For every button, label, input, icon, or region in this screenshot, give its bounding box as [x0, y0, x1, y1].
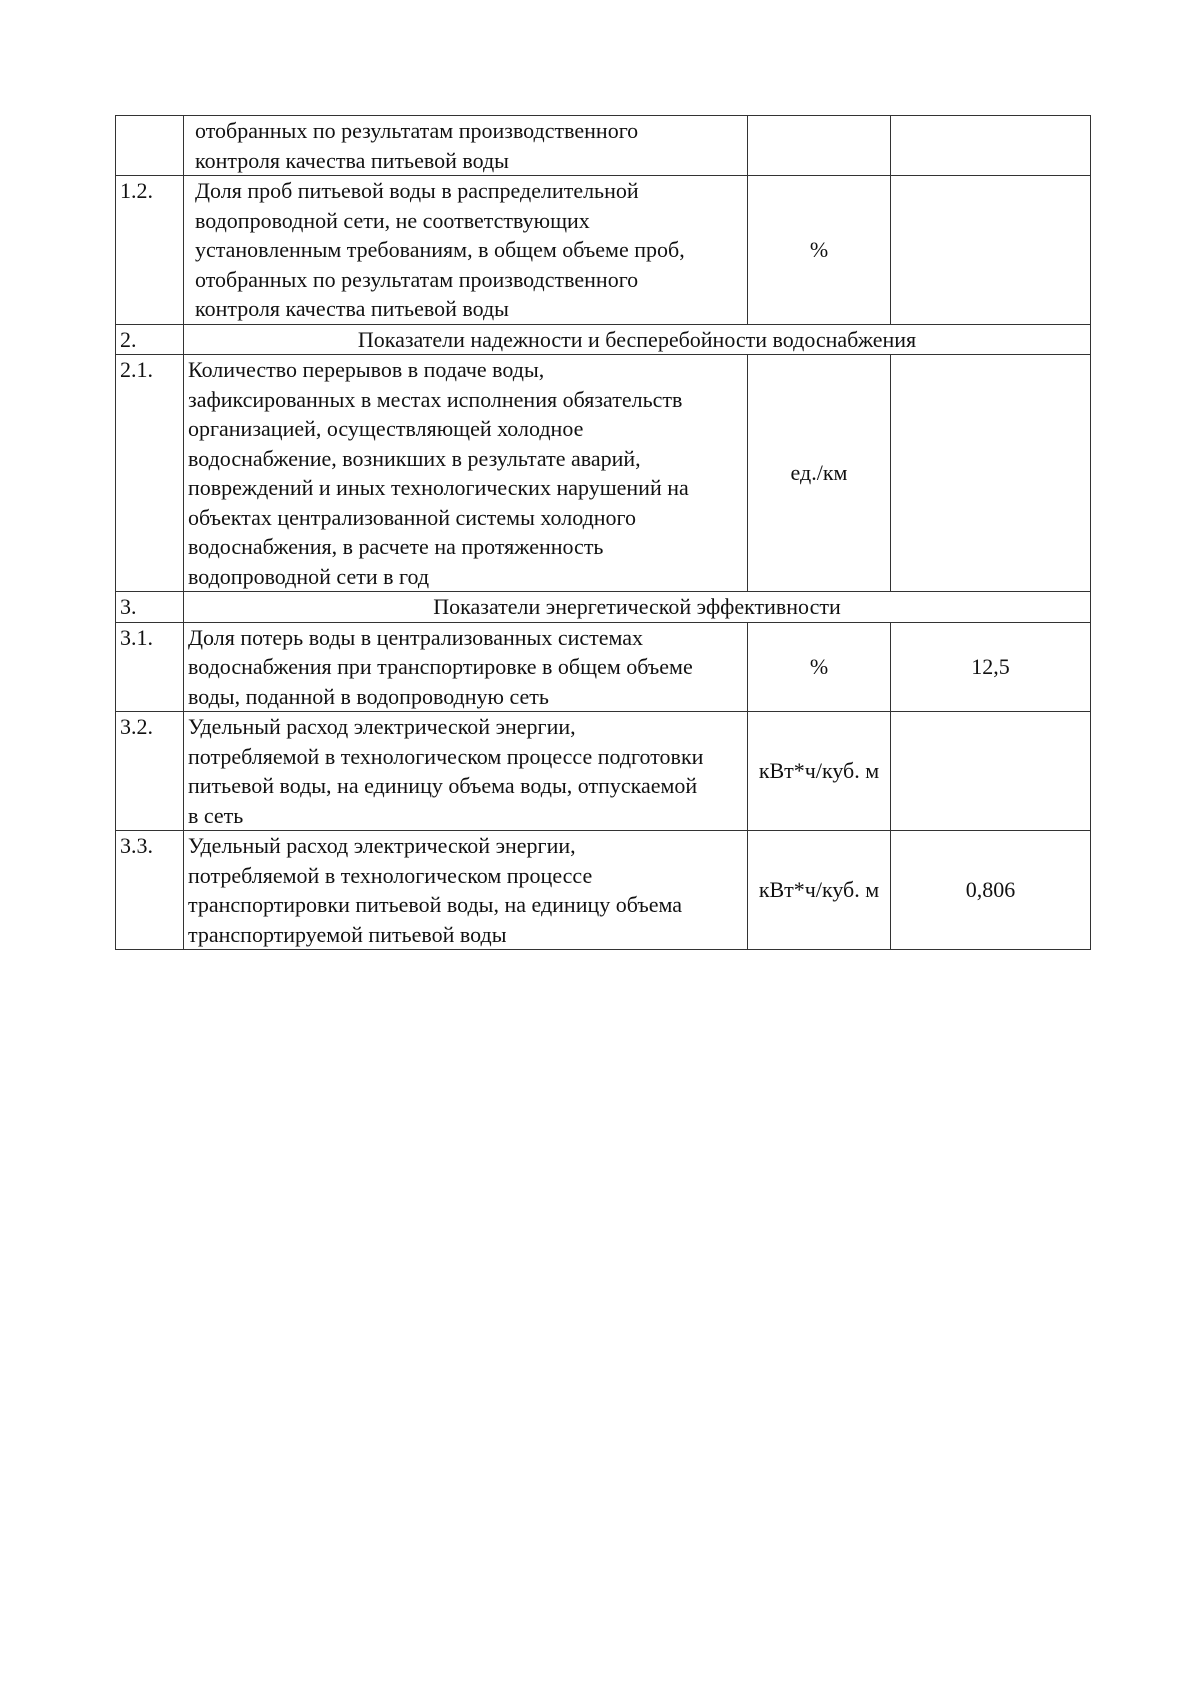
- unit-cell: %: [748, 622, 891, 712]
- indicators-table: [115, 115, 1091, 950]
- indicator-name-line: Удельный расход электрической энергии,: [188, 833, 576, 858]
- indicator-name-line: водоснабжения, в расчете на протяженность: [188, 534, 604, 559]
- indicator-name-line: контроля качества питьевой воды: [195, 296, 509, 321]
- unit-cell: кВт*ч/куб. м: [748, 712, 891, 831]
- value-cell: [891, 116, 1091, 176]
- table-row: [116, 355, 1091, 592]
- row-number: 3.: [116, 592, 184, 623]
- section-row: [116, 324, 1091, 355]
- unit-cell: %: [748, 176, 891, 325]
- indicator-name-line: воды, поданной в водопроводную сеть: [188, 683, 549, 709]
- section-title: Показатели энергетической эффективности: [184, 592, 1091, 623]
- indicator-name-line: контроля качества питьевой воды: [195, 147, 509, 173]
- indicator-name-line: зафиксированных в местах исполнения обязательств: [188, 386, 683, 412]
- value-cell: [891, 712, 1091, 831]
- indicator-name-line: повреждений и иных технологических нарушений на: [188, 475, 689, 500]
- section-title: Показатели надежности и бесперебойности водоснабжения: [184, 324, 1091, 355]
- indicator-name-line: потребляемой в технологическом процессе подготовки: [188, 743, 704, 769]
- value-cell: 0,806: [891, 831, 1091, 950]
- indicator-name: [184, 831, 748, 950]
- table-row: [116, 712, 1091, 831]
- unit-cell: ед./км: [748, 355, 891, 592]
- indicator-name-line: Удельный расход электрической энергии,: [188, 714, 576, 739]
- indicator-name: [184, 622, 748, 712]
- indicator-name-line: водоснабжение, возникших в результате аварий,: [188, 445, 641, 471]
- indicator-name-line: транспортировки питьевой воды, на единицу объема: [188, 892, 683, 917]
- unit-cell: кВт*ч/куб. м: [748, 831, 891, 950]
- value-cell: [891, 176, 1091, 325]
- table-row: [116, 831, 1091, 950]
- indicator-name: [184, 176, 748, 325]
- section-row: [116, 592, 1091, 623]
- indicator-name-line: водоснабжения при транспортировке в общем объеме: [188, 654, 693, 679]
- row-number: 2.1.: [116, 355, 184, 592]
- indicator-name-line: Количество перерывов в подаче воды,: [188, 357, 545, 382]
- indicator-name: [184, 712, 748, 831]
- indicator-name-line: установленным требованиям, в общем объеме проб,: [195, 237, 685, 262]
- table-row: [116, 622, 1091, 712]
- indicator-name-line: в сеть: [188, 802, 244, 828]
- table-row: [116, 116, 1091, 176]
- row-number: 2.: [116, 324, 184, 355]
- indicator-name-line: транспортируемой питьевой воды: [188, 921, 507, 947]
- indicator-name-line: питьевой воды, на единицу объема воды, отпускаемой: [188, 773, 698, 798]
- indicator-name: [184, 355, 748, 592]
- indicator-name-line: водопроводной сети, не соответствующих: [195, 207, 590, 233]
- indicator-name-line: отобранных по результатам производственного: [195, 266, 639, 292]
- row-number: [116, 116, 184, 176]
- indicator-name-line: потребляемой в технологическом процессе: [188, 862, 593, 888]
- indicator-name: [184, 116, 748, 176]
- indicator-name-line: Доля проб питьевой воды в распределительной: [195, 178, 639, 203]
- row-number: 1.2.: [116, 176, 184, 325]
- value-cell: [891, 355, 1091, 592]
- value-cell: 12,5: [891, 622, 1091, 712]
- row-number: 3.2.: [116, 712, 184, 831]
- indicator-name-line: водопроводной сети в год: [188, 563, 430, 589]
- indicator-name-line: организацией, осуществляющей холодное: [188, 416, 584, 441]
- indicator-name-line: объектах централизованной системы холодного: [188, 504, 637, 530]
- indicator-name-line: Доля потерь воды в централизованных системах: [188, 624, 644, 650]
- table-row: [116, 176, 1091, 325]
- row-number: 3.3.: [116, 831, 184, 950]
- unit-cell: [748, 116, 891, 176]
- row-number: 3.1.: [116, 622, 184, 712]
- indicator-name-line: отобранных по результатам производственного: [195, 118, 639, 143]
